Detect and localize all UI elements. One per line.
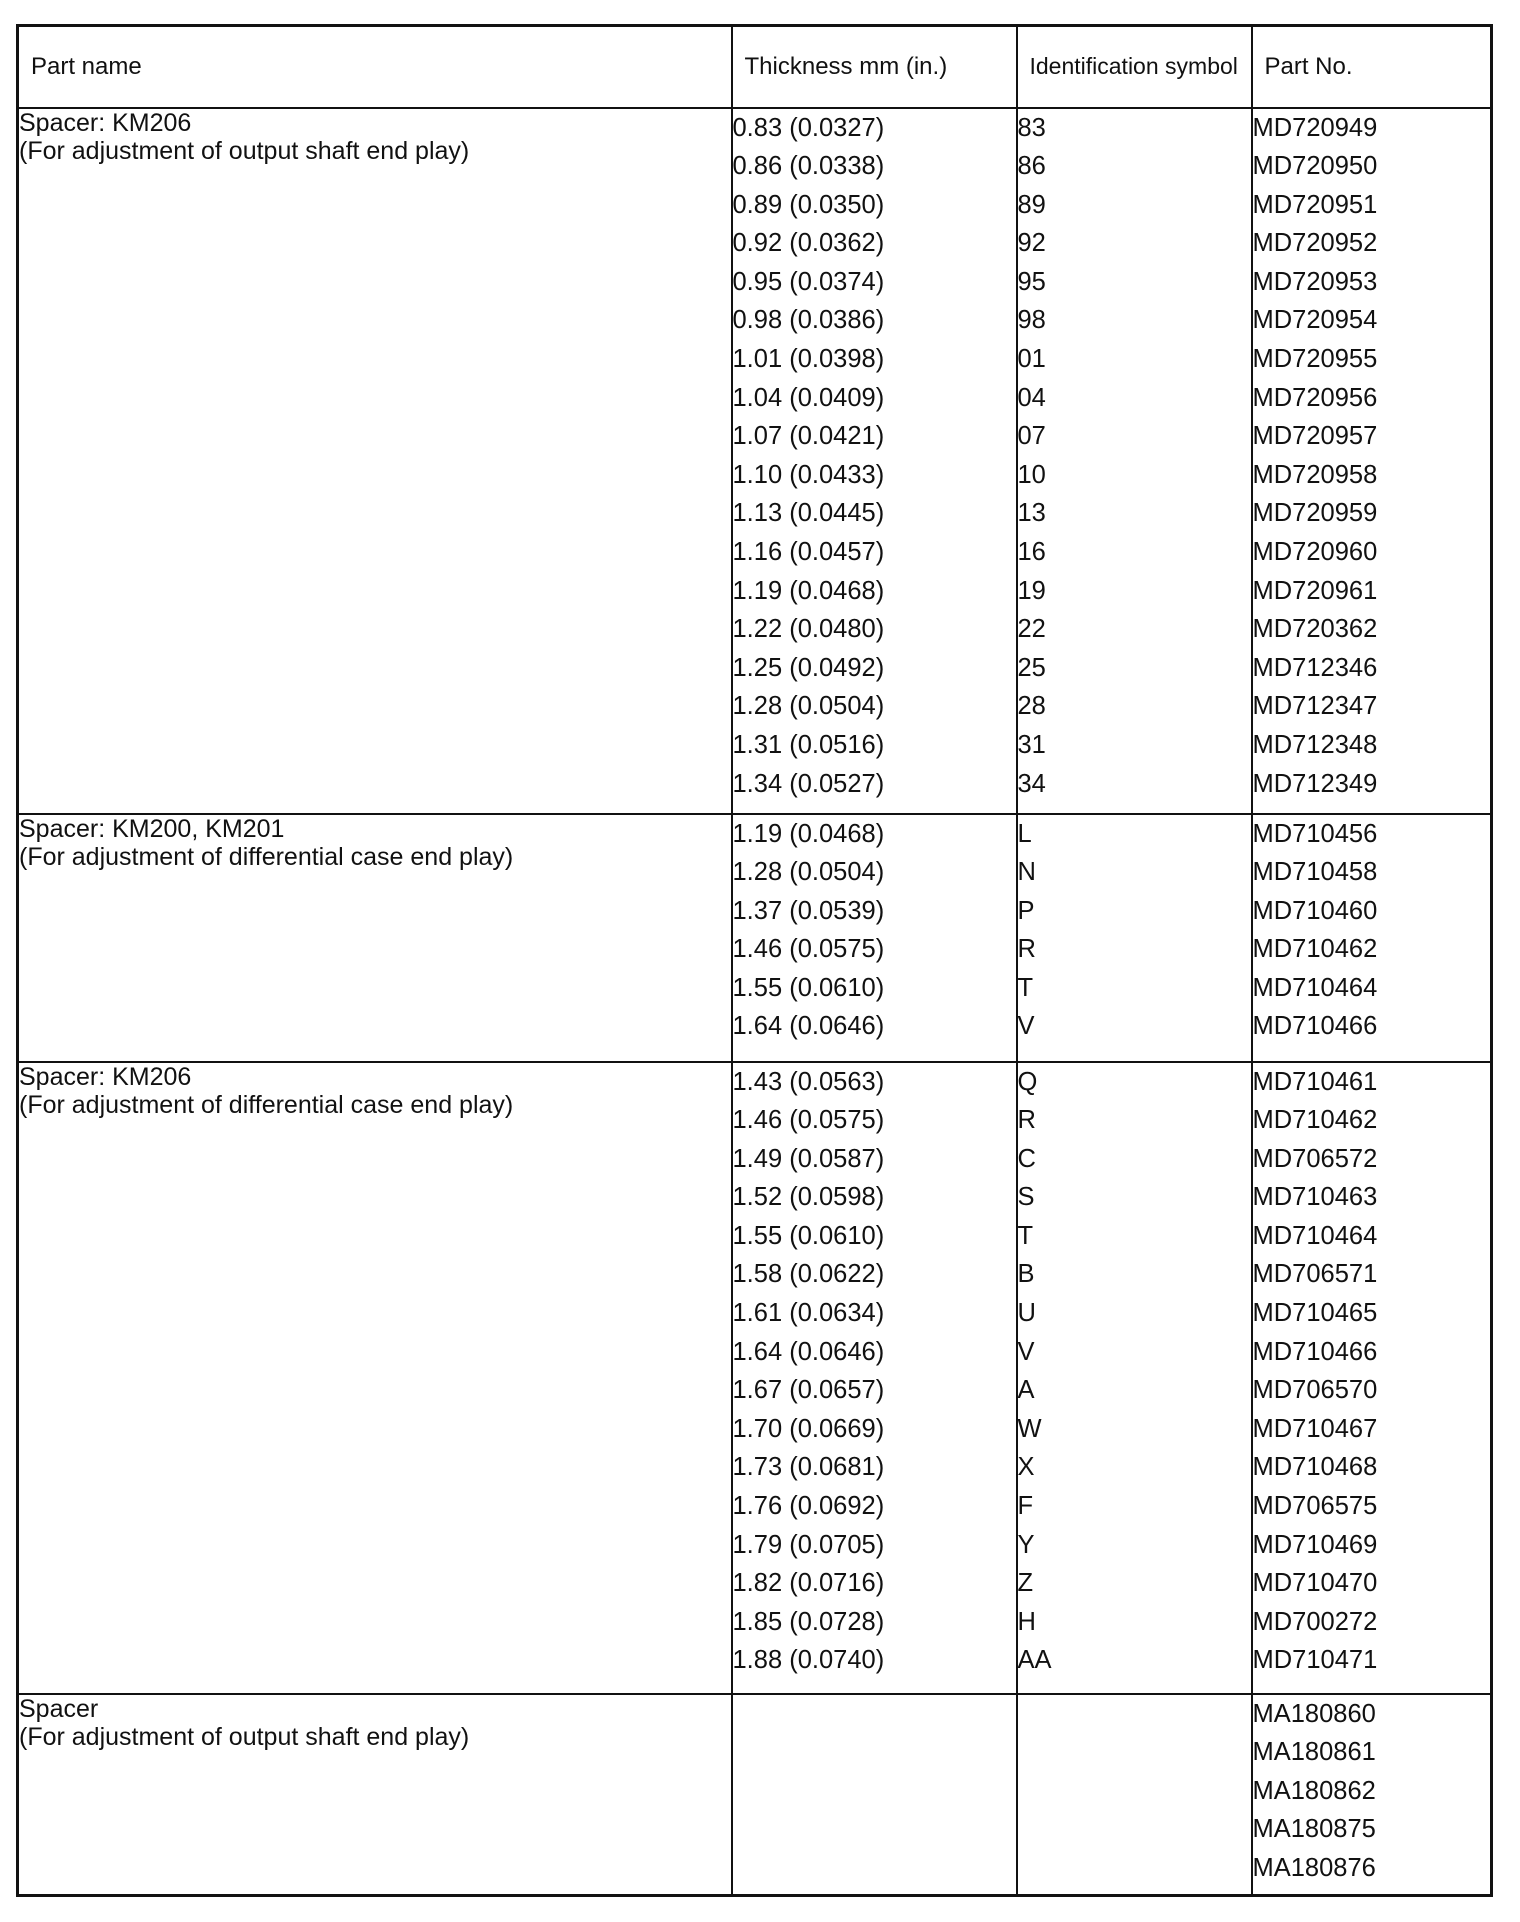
- header-part-name: Part name: [18, 26, 732, 108]
- thickness-value: 1.64 (0.0646): [732, 1337, 885, 1366]
- part-number-value: MD720959: [1252, 499, 1378, 528]
- part-number-value: MD710463: [1252, 1183, 1378, 1212]
- part-number-value: MD710456: [1252, 819, 1378, 848]
- symbol-value: AA: [1017, 1646, 1052, 1675]
- part-number-value: MD720960: [1252, 538, 1378, 567]
- part-number-value: MA180860: [1252, 1699, 1376, 1728]
- part-number-value: MD712348: [1252, 731, 1378, 759]
- part-number-value: MD710464: [1252, 1221, 1378, 1250]
- symbol-value: T: [1017, 973, 1034, 1002]
- thickness-value: 1.52 (0.0598): [732, 1183, 885, 1212]
- symbol-cell: [1017, 1694, 1252, 1896]
- part-number-value: MD706572: [1252, 1144, 1378, 1173]
- symbol-value: U: [1017, 1299, 1036, 1328]
- part-name: Spacer: [19, 1694, 99, 1723]
- symbol-cell: [1017, 814, 1252, 1062]
- symbol-value: H: [1017, 1607, 1036, 1636]
- part-number-value: MD706570: [1252, 1376, 1378, 1405]
- part-number-value: MD720952: [1252, 229, 1378, 258]
- part-name: Spacer: KM206: [19, 1062, 192, 1091]
- part-number-value: MD720362: [1252, 615, 1378, 644]
- part-number-value: MD712346: [1252, 653, 1378, 682]
- part-purpose: (For adjustment of output shaft end play): [19, 136, 470, 165]
- thickness-value: 1.61 (0.0634): [732, 1299, 885, 1328]
- spacer-spec-table: [16, 24, 1493, 1897]
- part-number-value: MD710460: [1252, 896, 1378, 925]
- symbol-value: V: [1017, 1337, 1035, 1366]
- part-number-value: MD710466: [1252, 1337, 1378, 1366]
- thickness-value: 1.73 (0.0681): [732, 1453, 885, 1482]
- thickness-value: 1.28 (0.0504): [732, 858, 885, 887]
- thickness-value: 1.76 (0.0692): [732, 1492, 885, 1521]
- thickness-value: 1.43 (0.0563): [732, 1067, 885, 1096]
- table-body: [18, 108, 1492, 1896]
- part-number-value: MD710462: [1252, 935, 1378, 964]
- thickness-value: 1.79 (0.0705): [732, 1530, 885, 1559]
- part-number-value: MD712349: [1252, 769, 1378, 798]
- part-number-cell: [1252, 1694, 1492, 1896]
- symbol-value: R: [1017, 1106, 1036, 1135]
- symbol-value: 34: [1017, 769, 1046, 798]
- part-number-value: MD720949: [1252, 113, 1378, 142]
- part-number-value: MD720957: [1252, 422, 1378, 451]
- part-number-value: MD710466: [1252, 1012, 1378, 1041]
- symbol-cell: [1017, 108, 1252, 814]
- symbol-value: 19: [1017, 576, 1046, 605]
- thickness-value: 1.46 (0.0575): [732, 935, 885, 964]
- thickness-value: 1.04 (0.0409): [732, 383, 885, 412]
- thickness-value: 1.64 (0.0646): [732, 1012, 885, 1041]
- part-number-value: MD712347: [1252, 692, 1378, 721]
- thickness-value: 1.55 (0.0610): [732, 973, 885, 1002]
- thickness-value: 1.49 (0.0587): [732, 1144, 885, 1173]
- symbol-value: S: [1017, 1183, 1035, 1212]
- symbol-value: 31: [1017, 731, 1046, 759]
- symbol-value: W: [1017, 1414, 1042, 1443]
- thickness-value: 0.98 (0.0386): [732, 306, 885, 335]
- part-number-value: MA180875: [1252, 1815, 1376, 1844]
- part-number-cell: [1252, 814, 1492, 1062]
- thickness-value: 1.10 (0.0433): [732, 460, 885, 489]
- symbol-cell: [1017, 1062, 1252, 1694]
- thickness-value: 1.19 (0.0468): [732, 819, 885, 848]
- part-number-value: MA180862: [1252, 1776, 1376, 1805]
- part-purpose: (For adjustment of output shaft end play): [19, 1722, 470, 1751]
- symbol-value: F: [1017, 1492, 1034, 1521]
- symbol-value: Y: [1017, 1530, 1035, 1559]
- symbol-value: 83: [1017, 113, 1046, 142]
- part-number-value: MD720951: [1252, 190, 1378, 219]
- symbol-value: 10: [1017, 460, 1046, 489]
- symbol-value: 07: [1017, 422, 1046, 451]
- part-number-value: MD710464: [1252, 973, 1378, 1002]
- symbol-value: 16: [1017, 538, 1046, 567]
- table-row: [18, 1694, 1492, 1896]
- part-number-value: MD710461: [1252, 1067, 1378, 1096]
- part-number-value: MD720961: [1252, 576, 1378, 605]
- part-number-value: MD710462: [1252, 1106, 1378, 1135]
- thickness-value: 1.31 (0.0516): [732, 731, 885, 759]
- part-number-value: MD720955: [1252, 345, 1378, 374]
- part-number-value: MD710465: [1252, 1299, 1378, 1328]
- part-number-value: MA180861: [1252, 1738, 1376, 1767]
- part-number-value: MD706575: [1252, 1492, 1378, 1521]
- thickness-value: 1.85 (0.0728): [732, 1607, 885, 1636]
- symbol-value: 28: [1017, 692, 1046, 721]
- part-name: Spacer: KM206: [19, 108, 192, 137]
- thickness-value: 1.28 (0.0504): [732, 692, 885, 721]
- thickness-value: 1.70 (0.0669): [732, 1414, 885, 1443]
- part-number-value: MD720958: [1252, 460, 1378, 489]
- symbol-value: 98: [1017, 306, 1046, 335]
- part-number-value: MD706571: [1252, 1260, 1378, 1289]
- symbol-value: 22: [1017, 615, 1046, 644]
- part-number-cell: [1252, 1062, 1492, 1694]
- symbol-value: 89: [1017, 190, 1046, 219]
- symbol-value: 92: [1017, 229, 1046, 258]
- thickness-cell: [732, 814, 1017, 1062]
- thickness-value: 1.55 (0.0610): [732, 1221, 885, 1250]
- table-row: [18, 814, 1492, 1062]
- thickness-value: 1.01 (0.0398): [732, 345, 885, 374]
- symbol-value: C: [1017, 1144, 1036, 1173]
- symbol-value: R: [1017, 935, 1036, 964]
- part-number-value: MD710471: [1252, 1646, 1378, 1675]
- thickness-value: 1.88 (0.0740): [732, 1646, 885, 1675]
- header-thickness: Thickness mm (in.): [732, 26, 1017, 108]
- table-row: [18, 1062, 1492, 1694]
- part-number-value: MD710468: [1252, 1453, 1378, 1482]
- symbol-value: A: [1017, 1376, 1035, 1405]
- header-part-no: Part No.: [1252, 26, 1492, 108]
- symbol-value: 04: [1017, 383, 1046, 412]
- part-number-value: MD710467: [1252, 1414, 1378, 1443]
- part-name-cell: [18, 1062, 732, 1694]
- part-purpose: (For adjustment of differential case end play): [19, 842, 514, 871]
- thickness-value: 0.86 (0.0338): [732, 152, 885, 181]
- symbol-value: 25: [1017, 653, 1046, 682]
- part-number-value: MA180876: [1252, 1853, 1376, 1882]
- symbol-value: Z: [1017, 1569, 1034, 1598]
- symbol-value: 01: [1017, 345, 1046, 374]
- symbol-value: N: [1017, 858, 1036, 887]
- part-purpose: (For adjustment of differential case end play): [19, 1090, 514, 1119]
- part-name-cell: [18, 1694, 732, 1896]
- part-number-value: MD710469: [1252, 1530, 1378, 1559]
- thickness-value: 1.25 (0.0492): [732, 653, 885, 682]
- symbol-value: X: [1017, 1453, 1035, 1482]
- symbol-value: L: [1017, 819, 1032, 848]
- thickness-value: 1.46 (0.0575): [732, 1106, 885, 1135]
- part-name-cell: [18, 108, 732, 814]
- thickness-value: 1.34 (0.0527): [732, 769, 885, 798]
- thickness-value: 0.95 (0.0374): [732, 267, 885, 296]
- symbol-value: 13: [1017, 499, 1046, 528]
- thickness-value: 1.13 (0.0445): [732, 499, 885, 528]
- thickness-value: 1.67 (0.0657): [732, 1376, 885, 1405]
- thickness-cell: [732, 1062, 1017, 1694]
- part-number-value: MD720950: [1252, 152, 1378, 181]
- part-number-value: MD710470: [1252, 1569, 1378, 1598]
- thickness-value: 1.19 (0.0468): [732, 576, 885, 605]
- part-number-value: MD720953: [1252, 267, 1378, 296]
- thickness-value: 1.16 (0.0457): [732, 538, 885, 567]
- thickness-cell: [732, 108, 1017, 814]
- part-name: Spacer: KM200, KM201: [19, 814, 285, 843]
- thickness-value: 0.89 (0.0350): [732, 190, 885, 219]
- thickness-value: 1.37 (0.0539): [732, 896, 885, 925]
- symbol-value: 95: [1017, 267, 1046, 296]
- table-header-row: [18, 26, 1492, 108]
- symbol-value: B: [1017, 1260, 1035, 1289]
- header-identification-symbol: Identification symbol: [1017, 26, 1252, 108]
- symbol-value: V: [1017, 1012, 1035, 1041]
- thickness-value: 1.82 (0.0716): [732, 1569, 885, 1598]
- part-number-value: MD710458: [1252, 858, 1378, 887]
- part-number-value: MD700272: [1252, 1607, 1378, 1636]
- symbol-value: Q: [1017, 1067, 1038, 1096]
- thickness-value: 1.07 (0.0421): [732, 422, 885, 451]
- thickness-value: 0.92 (0.0362): [732, 229, 885, 258]
- table-row: [18, 108, 1492, 814]
- thickness-value: 1.22 (0.0480): [732, 615, 885, 644]
- part-number-cell: [1252, 108, 1492, 814]
- thickness-cell: [732, 1694, 1017, 1896]
- symbol-value: T: [1017, 1221, 1034, 1250]
- symbol-value: P: [1017, 896, 1035, 925]
- part-number-value: MD720954: [1252, 306, 1378, 335]
- thickness-value: 1.58 (0.0622): [732, 1260, 885, 1289]
- symbol-value: 86: [1017, 152, 1046, 181]
- part-name-cell: [18, 814, 732, 1062]
- thickness-value: 0.83 (0.0327): [732, 113, 885, 142]
- part-number-value: MD720956: [1252, 383, 1378, 412]
